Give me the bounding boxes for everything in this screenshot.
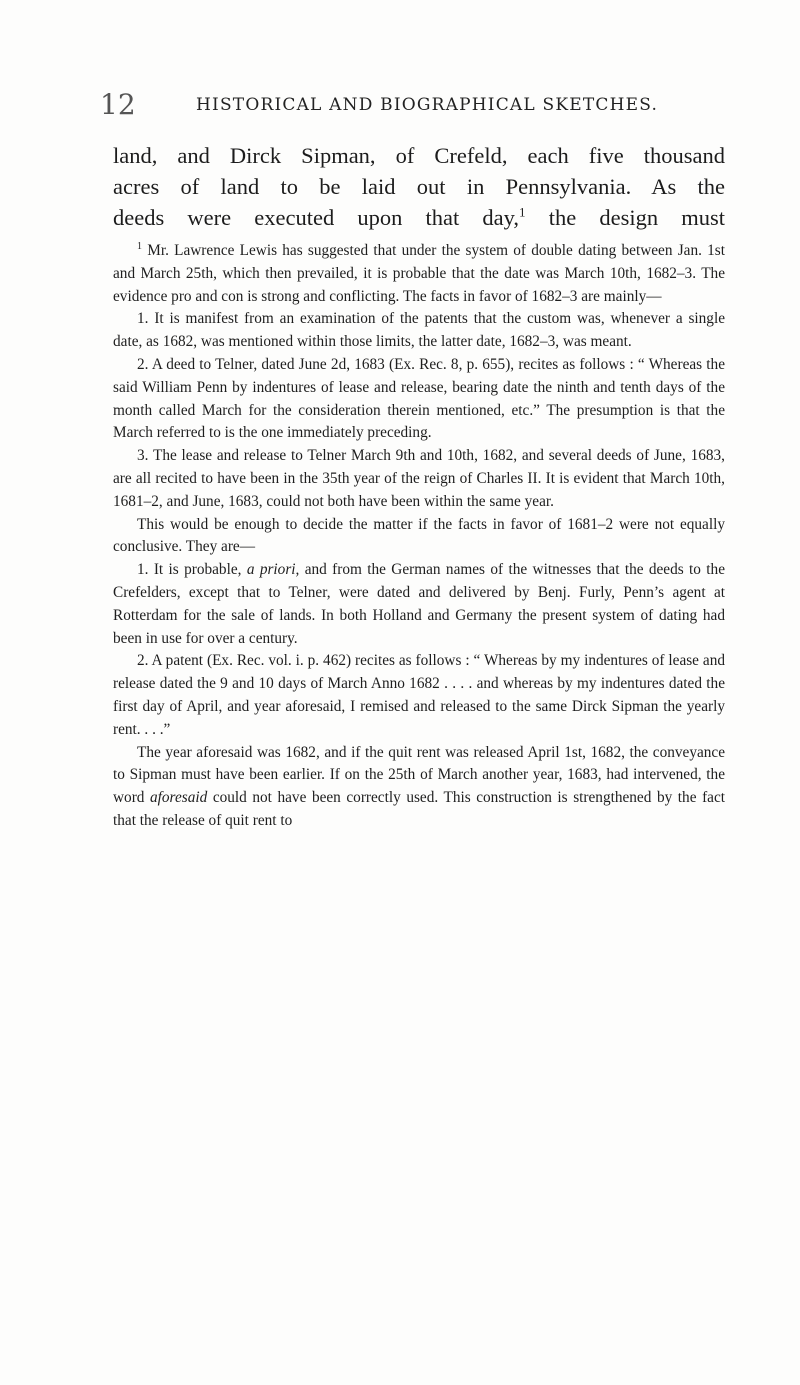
main-text-line [113, 202, 725, 233]
page-number: 12 [100, 88, 136, 121]
main-text-segment: deeds were executed upon that day, [113, 205, 520, 230]
footnote-italic: a priori, [246, 561, 300, 579]
footnote-paragraph: 1. It is manifest from an examination of the patents that the custom was, whenever a single date, as 1682, was mentioned within those limits, the latter date, 1682–3, was meant. [113, 310, 725, 351]
footnote-segment: could not have been correctly used. This construction is strengthened by the fact that the release of quit rent to [113, 789, 725, 829]
footnote-paragraph: 2. A deed to Telner, dated June 2d, 1683 (Ex. Rec. 8, p. 655), recites as follows : “ Whereas the said William Penn by indentures of lease and release, bearing date the ninth and tenth days of the month called March for the consideration therein mentioned, etc.” The presumption is that the March referred to is the one immediately preceding. [113, 355, 725, 442]
running-head-title: HISTORICAL AND BIOGRAPHICAL SKETCHES. [196, 95, 659, 115]
footnote-segment: The year aforesaid was 1682, and if the quit rent was released April 1st, 1682, the conveyance to Sipman must have been earlier. If on the 25th of March another year, 1683, had intervened, the word [113, 743, 725, 807]
footnote-marker: 1 [137, 240, 142, 252]
main-text-segment: the design must [525, 205, 725, 230]
main-text [113, 140, 725, 233]
running-head [100, 88, 740, 122]
footnote-segment: 1. It is probable, [137, 561, 247, 579]
main-text-line: land, and Dirck Sipman, of Crefeld, each five thousand [113, 143, 725, 168]
footnote-block [113, 240, 725, 833]
footnote-intro [113, 240, 725, 308]
footnote-paragraph: This would be enough to decide the matter if the facts in favor of 1681–2 were not equally conclusive. They are— [113, 515, 725, 556]
footnote-segment: and from the German names of the witnesses that the deeds to the Crefelders, except that to Telner, were dated and delivered by Benj. Furly, Penn’s agent at Rotterdam for the sale of lands. In both Holland and Germany the present system of dating had been in use for over a century. [113, 561, 725, 647]
footnote-paragraph: 3. The lease and release to Telner March 9th and 10th, 1682, and several deeds of June, 1683, are all recited to have been in the 35th year of the reign of Charles II. It is evident that March 10th, 1681–2, and June, 1683, could not both have been within the same year. [113, 447, 725, 510]
footnote-paragraph [113, 559, 725, 650]
footnote-paragraph: 2. A patent (Ex. Rec. vol. i. p. 462) recites as follows : “ Whereas by my indentures of lease and release dated the 9 and 10 days of March Anno 1682 . . . . and whereas by my indentures dated the first day of April, and year aforesaid, I remised and released to the same Dirck Sipman the yearly rent. . . .” [113, 652, 725, 738]
footnote-reference: 1 [519, 204, 526, 220]
footnote-paragraph [113, 742, 725, 833]
footnote-italic: aforesaid [150, 789, 208, 807]
main-text-line: acres of land to be laid out in Pennsylvania. As the [113, 174, 725, 199]
footnote-intro-text: Mr. Lawrence Lewis has suggested that under the system of double dating between Jan. 1st and March 25th, which then prevailed, it is probable that the date was March 10th, 1682–3. The evidence pro and con is strong and conflicting. The facts in favor of 1682–3 are mainly— [113, 242, 725, 305]
